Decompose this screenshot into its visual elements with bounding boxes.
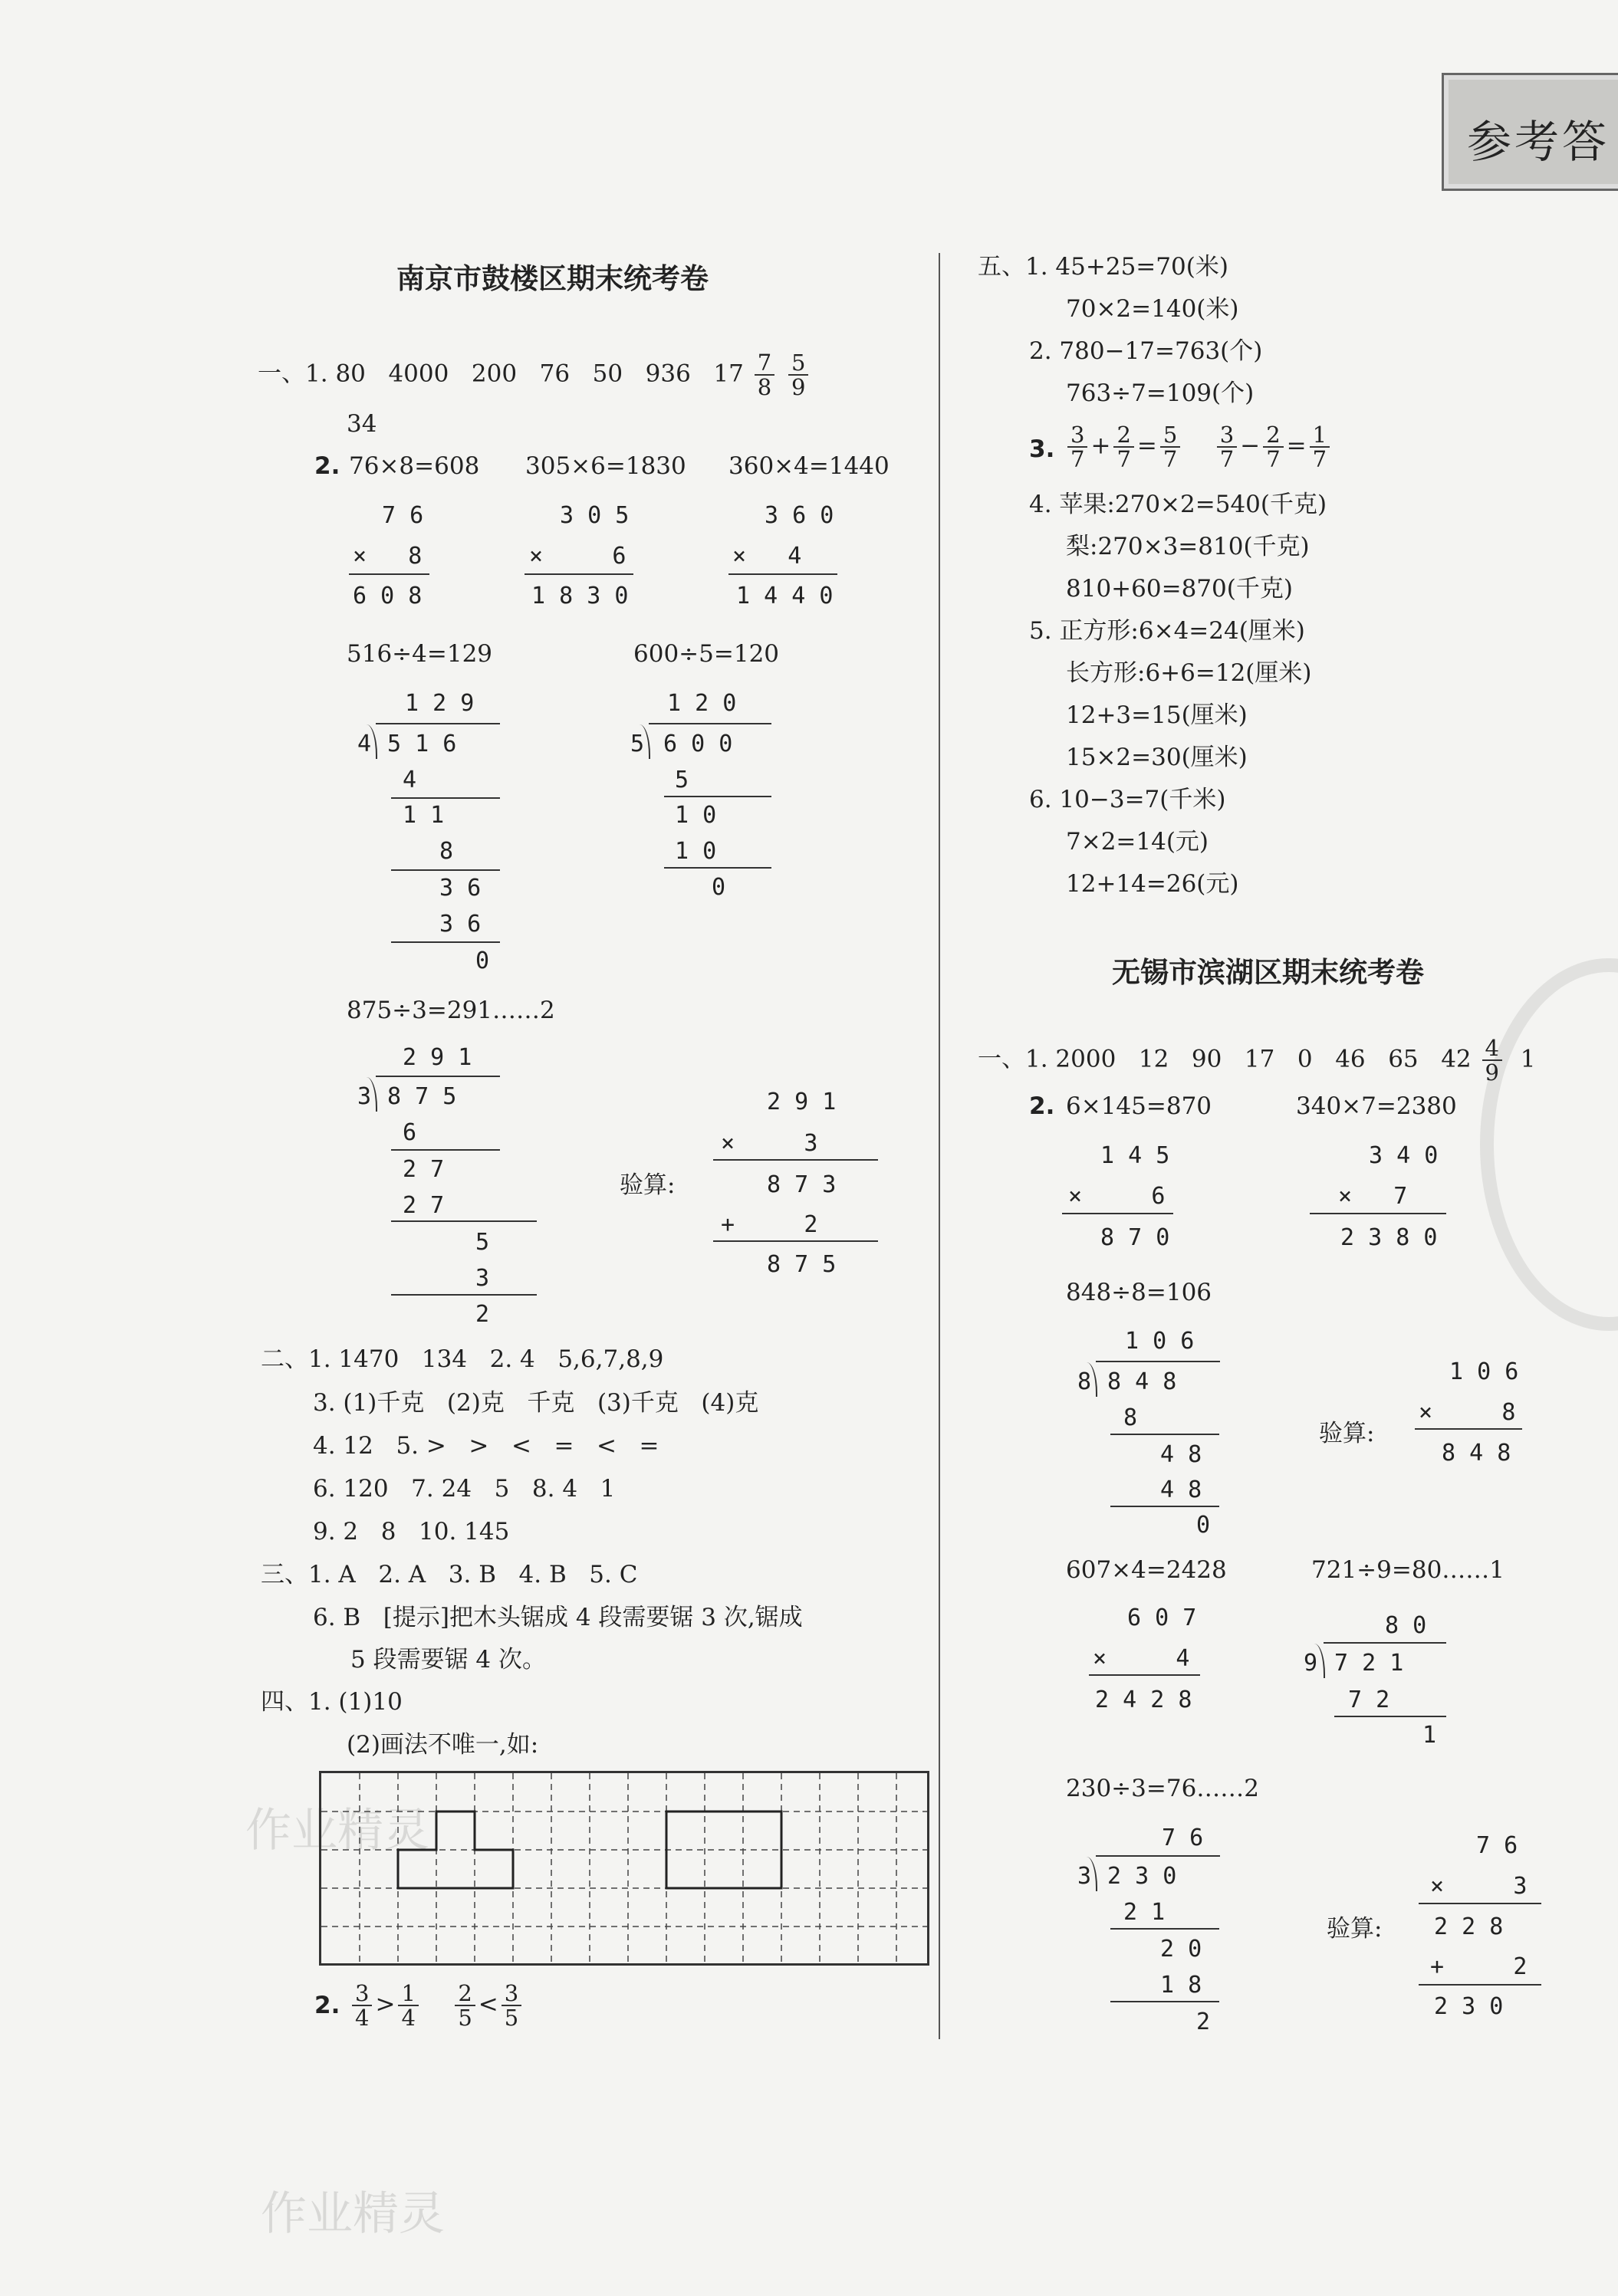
- q5-rest-4: 5. 正方形:6×4=24(厘米): [1029, 617, 1305, 645]
- q2-line-2: 3. (1)千克 (2)克 千克 (3)千克 (4)克: [313, 1389, 759, 1417]
- watermark-text-bottom: 作业精灵: [261, 2187, 445, 2241]
- q5-rest-5: 长方形:6+6=12(厘米): [1066, 659, 1312, 687]
- q2-line-1: 二、1. 1470 134 2. 4 5,6,7,8,9: [261, 1345, 664, 1373]
- q5-rest-8: 6. 10−3=7(千米): [1029, 786, 1226, 813]
- q5-rest-6: 12+3=15(厘米): [1066, 701, 1248, 729]
- q1-1-answer: 一、1. 80 4000 200 76 50 936 17 $\frac{7}{8}$ $\frac{5}{9}$: [258, 351, 811, 399]
- q5-line-3: 2. 780−17=763(个): [1029, 337, 1263, 365]
- q4-2-comparisons: $\frac{3}{4}$ > $\frac{1}{4}$ $\frac{2}{5}$ < $\frac{3}{5}$: [349, 1982, 525, 2029]
- q4-line-1: 四、1. (1)10: [261, 1688, 403, 1716]
- q5-line-1: 五、1. 45+25=70(米): [978, 253, 1228, 281]
- q5-3-fractions: $\frac{3}{7}$ + $\frac{2}{7}$ = $\frac{5}{7}$ $\frac{3}{7}$ − $\frac{2}{7}$ = $\frac{1}{7}$: [1064, 423, 1333, 471]
- q2-line-5: 9. 2 8 10. 145: [313, 1518, 510, 1545]
- r1-2-label: 2.: [1029, 1092, 1055, 1120]
- check-label: 验算:: [620, 1171, 676, 1199]
- division-eq-2: 600÷5=120: [633, 640, 780, 668]
- check-label-d: 验算:: [1327, 1915, 1383, 1943]
- q5-line-2: 70×2=140(米): [1066, 295, 1239, 323]
- q2-line-3: 4. 12 5. > > < = < =: [313, 1432, 659, 1460]
- q2-line-4: 6. 120 7. 24 5 8. 4 1: [313, 1475, 616, 1503]
- r1-1-answer: 一、1. 2000 12 90 17 0 46 65 42 $\frac{4}{9}$ 1: [978, 1035, 1536, 1086]
- r1-2-eq-2: 340×7=2380: [1296, 1092, 1457, 1120]
- q1-2-label: 2.: [314, 452, 340, 480]
- grid-drawing: [319, 1771, 929, 1966]
- q5-rest-2: 梨:270×3=810(千克): [1066, 533, 1310, 560]
- q3-line-3: 5 段需要锯 4 次。: [350, 1646, 547, 1674]
- q5-rest-7: 15×2=30(厘米): [1066, 744, 1248, 771]
- watermark-text: 作业精灵: [245, 1804, 429, 1857]
- division-eq-3: 875÷3=291……2: [347, 997, 555, 1024]
- fraction: $\frac{5}{9}$: [788, 351, 808, 399]
- eq-b: 607×4=2428: [1066, 1556, 1227, 1584]
- q4-2-label: 2.: [314, 1992, 340, 2019]
- division-eq-a: 848÷8=106: [1066, 1279, 1212, 1306]
- answer-key-badge: 参考答: [1442, 73, 1618, 191]
- eq-d: 230÷3=76……2: [1066, 1775, 1260, 1802]
- r1-2-eq-1: 6×145=870: [1066, 1092, 1212, 1120]
- left-section-title: 南京市鼓楼区期末统考卷: [396, 262, 709, 295]
- q1-2-eq-3: 360×4=1440: [728, 452, 890, 480]
- division-eq-1: 516÷4=129: [347, 640, 493, 668]
- q5-line-4: 763÷7=109(个): [1066, 379, 1255, 407]
- grid-svg: [321, 1773, 927, 1963]
- fraction: $\frac{7}{8}$: [755, 351, 774, 399]
- q5-rest-9: 7×2=14(元): [1066, 828, 1209, 856]
- q3-line-2: 6. B [提示]把木头锯成 4 段需要锯 3 次,锯成: [313, 1604, 803, 1631]
- eq-c: 721÷9=80……1: [1311, 1556, 1505, 1584]
- q5-rest-1: 4. 苹果:270×2=540(千克): [1029, 491, 1327, 518]
- q1-1-tail: 34: [347, 410, 377, 438]
- q1-2-eq-1: 76×8=608: [349, 452, 480, 480]
- right-section-title: 无锡市滨湖区期末统考卷: [1112, 956, 1424, 989]
- q3-line-1: 三、1. A 2. A 3. B 4. B 5. C: [261, 1561, 638, 1588]
- check-label-a: 验算:: [1319, 1420, 1375, 1447]
- column-divider: [939, 253, 940, 2039]
- q1-2-eq-2: 305×6=1830: [525, 452, 686, 480]
- q5-3-label: 3.: [1029, 435, 1055, 463]
- q5-rest-3: 810+60=870(千克): [1066, 575, 1293, 603]
- q4-line-2: (2)画法不唯一,如:: [347, 1731, 539, 1759]
- q5-rest-10: 12+14=26(元): [1066, 870, 1239, 898]
- seal-watermark: [1480, 958, 1618, 1331]
